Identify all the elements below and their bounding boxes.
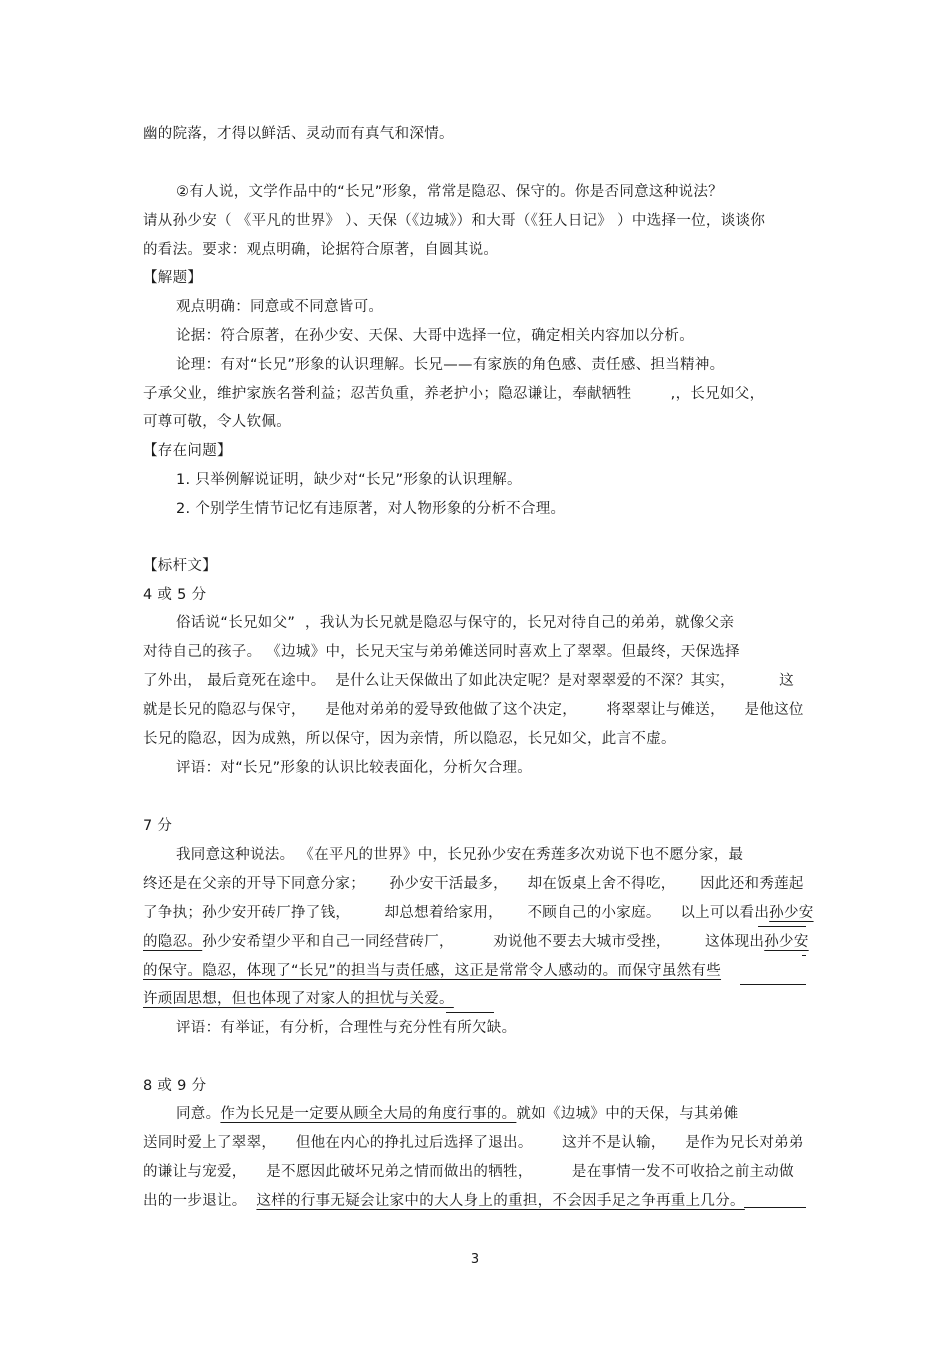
question-line-3: 的看法。要求：观点明确，论据符合原著，自圆其说。 — [143, 242, 499, 258]
intro-tail: 幽的院落，才得以鲜活、灵动而有真气和深情。 — [143, 126, 454, 142]
section1-line-1: 俗话说“长兄如父” ，我认为长兄就是隐忍与保守的，长兄对待自己的弟弟，就像父亲 — [176, 615, 735, 631]
jieti-line-3: 论理：有对“长兄”形象的认识理解。长兄——有家族的角色感、责任感、担当精神。 — [176, 357, 725, 373]
section2-score: 7 分 — [143, 818, 173, 834]
section3-line-1-underlined: 作为长兄是一定要从顾全大局的角度行事的。 — [220, 1106, 517, 1122]
jieti-line-2: 论据：符合原著，在孙少安、天保、大哥中选择一位，确定相关内容加以分析。 — [176, 328, 694, 344]
section3-line-3: 的谦让与宠爱， 是不愿因此破坏兄弟之情而做出的牺牲， 是在事情一发不可收拾之前主动做 — [143, 1164, 794, 1180]
section2-line-4 — [143, 932, 809, 952]
section2-line-4-underlined-a: 的隐忍。 — [143, 934, 203, 950]
section2-line-6: 许顽固思想，但也体现了对家人的担忧与关爱。 — [143, 991, 454, 1007]
section1-line-3: 了外出， 最后竟死在途中。 是什么让天保做出了如此决定呢？是对翠翠爱的不深？其实， 这 — [143, 673, 794, 689]
question-line-1: ②有人说，文学作品中的“长兄”形象，常常是隐忍、保守的。你是否同意这种说法？ — [176, 184, 723, 200]
page-number: 3 — [470, 1252, 480, 1267]
section1-line-4: 就是长兄的隐忍与保守， 是他对弟弟的爱导致他做了这个决定， 将翠翠让与傩送， 是他这位 — [143, 702, 804, 718]
section3-line-4-underlined: 这样的行事无疑会让家中的大人身上的重担，不会因手足之争再重上几分。 — [256, 1193, 745, 1209]
section1-comment: 评语：对“长兄”形象的认识比较表面化，分析欠合理。 — [176, 760, 533, 776]
problems-heading: 【存在问题】 — [143, 443, 232, 459]
section3-score: 8 或 9 分 — [143, 1078, 207, 1094]
underline-rule — [740, 984, 806, 985]
section2-line-3 — [143, 903, 814, 923]
section2-line-4-underlined-b: 孙少安 — [764, 934, 809, 950]
section2-line-2: 终还是在父亲的开导下同意分家； 孙少安干活最多， 却在饭桌上舍不得吃， 因此还和秀莲起 — [143, 876, 804, 892]
section3-line-4-text: 出的一步退让。 — [143, 1193, 257, 1209]
underline-rule — [446, 1012, 494, 1013]
section3-line-4 — [143, 1191, 745, 1211]
section2-line-5: 的保守。隐忍，体现了“长兄”的担当与责任感，这正是常常令人感动的。而保守虽然有些 — [143, 963, 722, 979]
section2-line-3-underlined: 孙少安 — [769, 905, 814, 921]
section3-line-1 — [176, 1104, 738, 1124]
section2-line-4-text: 孙少安希望少平和自己一同经营砖厂， 劝说他不要去大城市受挫， 这体现出 — [202, 934, 765, 950]
section3-line-1-text-a: 同意。 — [176, 1106, 221, 1122]
section2-line-1: 我同意这种说法。 《在平凡的世界》中，长兄孙少安在秀莲多次劝说下也不愿分家，最 — [176, 847, 744, 863]
section1-score: 4 或 5 分 — [143, 587, 207, 603]
problem-item-2: 2. 个别学生情节记忆有违原著，对人物形象的分析不合理。 — [176, 501, 566, 517]
underline-rule — [802, 955, 806, 956]
section2-line-3-text: 了争执；孙少安开砖厂挣了钱， 却总想着给家用， 不顾自己的小家庭。 以上可以看出 — [143, 905, 770, 921]
jieti-heading: 【解题】 — [143, 270, 203, 286]
model-heading: 【标杆文】 — [143, 558, 217, 574]
question-line-2: 请从孙少安（ 《平凡的世界》 ）、天保（《边城》）和大哥（《狂人日记》 ）中选择一位，谈谈你 — [143, 213, 766, 229]
jieti-line-5: 可尊可敬，令人钦佩。 — [143, 414, 291, 430]
section3-line-1-text-b: 就如《边城》中的天保，与其弟傩 — [516, 1106, 739, 1122]
jieti-line-1: 观点明确：同意或不同意皆可。 — [176, 299, 384, 315]
problem-item-1: 1. 只举例解说证明，缺少对“长兄”形象的认识理解。 — [176, 472, 522, 488]
section1-line-5: 长兄的隐忍，因为成熟，所以保守，因为亲情，所以隐忍，长兄如父，此言不虚。 — [143, 731, 676, 747]
underline-rule — [758, 926, 806, 927]
section3-line-2: 送同时爱上了翠翠， 但他在内心的挣扎过后选择了退出。 这并不是认输， 是作为兄长对弟弟 — [143, 1135, 804, 1151]
section1-line-2: 对待自己的孩子。 《边城》中，长兄天宝与弟弟傩送同时喜欢上了翠翠。但最终，天保选择 — [143, 644, 740, 660]
underline-rule — [744, 1207, 806, 1208]
jieti-line-4: 子承父业，维护家族名誉利益；忍苦负重，养老护小；隐忍谦让，奉献牺牲 ,，长兄如父， — [143, 386, 765, 402]
section2-comment: 评语：有举证，有分析，合理性与充分性有所欠缺。 — [176, 1020, 517, 1036]
